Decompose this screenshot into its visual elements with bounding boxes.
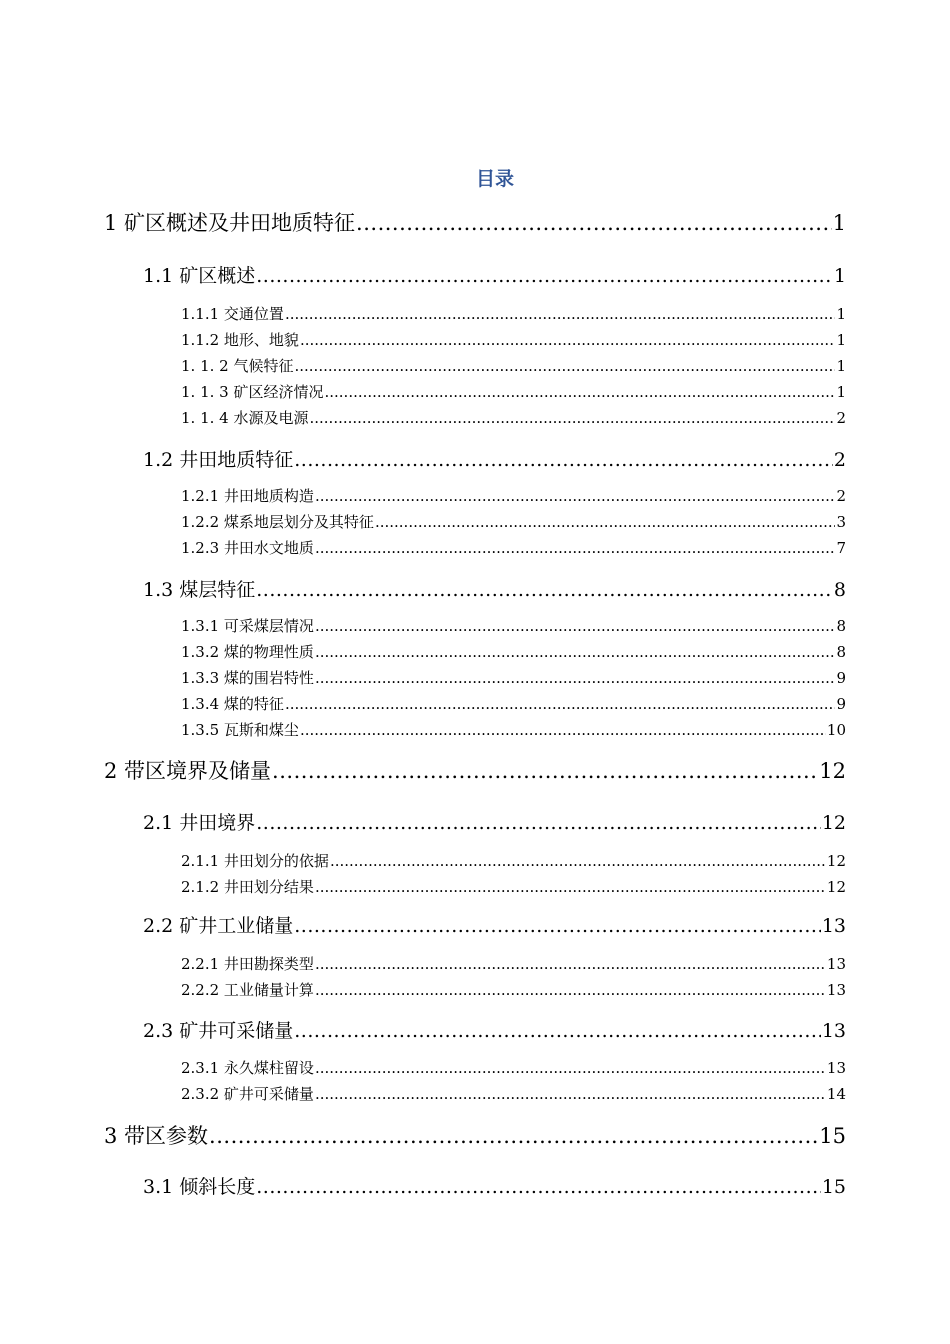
toc-entry[interactable] xyxy=(181,953,846,974)
toc-entry-label: 1.2.2 煤系地层划分及其特征 xyxy=(181,513,374,531)
toc-dot-leader xyxy=(209,1124,818,1148)
toc-page-number: 1 xyxy=(832,211,846,235)
toc-entry-label: 1.3.5 瓦斯和煤尘 xyxy=(181,721,299,739)
toc-entry[interactable] xyxy=(143,1016,846,1043)
toc-entry-label: 2.1 井田境界 xyxy=(143,812,256,834)
toc-dot-leader xyxy=(375,513,836,531)
toc-entry[interactable] xyxy=(143,1172,846,1199)
toc-entry-label: 2.1.2 井田划分结果 xyxy=(181,878,314,896)
toc-page-number: 14 xyxy=(826,1085,846,1103)
toc-entry-label: 1 矿区概述及井田地质特征 xyxy=(104,211,356,235)
toc-dot-leader xyxy=(315,643,836,661)
toc-entry-label: 1.1.1 交通位置 xyxy=(181,305,284,323)
toc-dot-leader xyxy=(315,617,836,635)
toc-page-number: 9 xyxy=(836,695,846,713)
toc-page-number: 7 xyxy=(836,539,846,557)
toc-entry-label: 1. 1. 2 气候特征 xyxy=(181,357,294,375)
toc-entry-label: 1.3.4 煤的特征 xyxy=(181,695,284,713)
toc-dot-leader xyxy=(315,1059,826,1077)
toc-page-number: 12 xyxy=(826,878,846,896)
toc-entry-label: 1.3.3 煤的围岩特性 xyxy=(181,669,314,687)
toc-entry-label: 1.2 井田地质特征 xyxy=(143,449,294,471)
toc-dot-leader xyxy=(300,331,836,349)
toc-page-number: 8 xyxy=(836,643,846,661)
toc-entry-label: 2.2 矿井工业储量 xyxy=(143,915,294,937)
toc-page-number: 13 xyxy=(826,955,846,973)
toc-entry-label: 1.3 煤层特征 xyxy=(143,579,256,601)
toc-dot-leader xyxy=(256,265,833,287)
toc-dot-leader xyxy=(272,759,818,783)
toc-entry-label: 1.2.1 井田地质构造 xyxy=(181,487,314,505)
toc-entry-label: 3.1 倾斜长度 xyxy=(143,1176,256,1198)
toc-entry-label: 2.1.1 井田划分的依据 xyxy=(181,852,329,870)
toc-page-number: 12 xyxy=(821,812,846,834)
toc-entry-label: 2.2.1 井田勘探类型 xyxy=(181,955,314,973)
toc-page-number: 1 xyxy=(833,265,846,287)
toc-entry[interactable] xyxy=(181,485,846,506)
toc-dot-leader xyxy=(356,211,832,235)
toc-dot-leader xyxy=(300,721,826,739)
toc-entry[interactable] xyxy=(181,537,846,558)
toc-page-number: 12 xyxy=(826,852,846,870)
toc-dot-leader xyxy=(315,955,826,973)
toc-page-number: 15 xyxy=(819,1124,846,1148)
toc-page-number: 1 xyxy=(836,331,846,349)
toc-dot-leader xyxy=(324,383,835,401)
toc-entry-label: 1.3.1 可采煤层情况 xyxy=(181,617,314,635)
toc-dot-leader xyxy=(294,357,835,375)
toc-entry-label: 1.3.2 煤的物理性质 xyxy=(181,643,314,661)
toc-dot-leader xyxy=(294,1020,821,1042)
toc-dot-leader xyxy=(294,915,821,937)
toc-entry[interactable] xyxy=(104,755,846,785)
toc-dot-leader xyxy=(294,449,833,471)
toc-entry[interactable] xyxy=(181,1057,846,1078)
toc-entry[interactable] xyxy=(181,876,846,897)
toc-entry[interactable] xyxy=(181,693,846,714)
toc-dot-leader xyxy=(256,1176,821,1198)
toc-entry[interactable] xyxy=(143,261,846,288)
toc-entry[interactable] xyxy=(181,850,846,871)
toc-dot-leader xyxy=(285,305,836,323)
toc-entry[interactable] xyxy=(181,407,846,428)
toc-entry-label: 1. 1. 3 矿区经济情况 xyxy=(181,383,324,401)
toc-dot-leader xyxy=(315,878,826,896)
toc-dot-leader xyxy=(315,669,836,687)
toc-entry-label: 1.1 矿区概述 xyxy=(143,265,256,287)
toc-entry[interactable] xyxy=(143,575,846,602)
toc-entry[interactable] xyxy=(181,667,846,688)
toc-dot-leader xyxy=(256,579,833,601)
toc-entry-label: 3 带区参数 xyxy=(104,1124,209,1148)
toc-page-number: 8 xyxy=(836,617,846,635)
toc-page-number: 13 xyxy=(826,1059,846,1077)
toc-entry[interactable] xyxy=(181,1083,846,1104)
toc-entry[interactable] xyxy=(104,1120,846,1150)
toc-entry[interactable] xyxy=(181,615,846,636)
toc-dot-leader xyxy=(256,812,821,834)
toc-dot-leader xyxy=(315,1085,826,1103)
toc-entry[interactable] xyxy=(181,511,846,532)
toc-entry[interactable] xyxy=(143,808,846,835)
toc-entry[interactable] xyxy=(181,329,846,350)
toc-entry[interactable] xyxy=(181,979,846,1000)
toc-page-number: 1 xyxy=(836,305,846,323)
toc-entry[interactable] xyxy=(143,445,846,472)
toc-page-number: 9 xyxy=(836,669,846,687)
toc-entry-label: 1.2.3 井田水文地质 xyxy=(181,539,314,557)
toc-page-number: 2 xyxy=(836,409,846,427)
toc-page-number: 13 xyxy=(821,915,846,937)
toc-page-number: 10 xyxy=(826,721,846,739)
toc-page-number: 8 xyxy=(833,579,846,601)
toc-page-number: 2 xyxy=(836,487,846,505)
toc-entry-label: 1.1.2 地形、地貌 xyxy=(181,331,299,349)
toc-entry-label: 2.2.2 工业储量计算 xyxy=(181,981,314,999)
toc-entry-label: 2 带区境界及储量 xyxy=(104,759,272,783)
toc-dot-leader xyxy=(315,487,836,505)
toc-entry-label: 1. 1. 4 水源及电源 xyxy=(181,409,309,427)
toc-page-number: 13 xyxy=(821,1020,846,1042)
toc-page-number: 12 xyxy=(819,759,846,783)
toc-entry[interactable] xyxy=(104,207,846,237)
toc-dot-leader xyxy=(315,539,836,557)
toc-entry[interactable] xyxy=(181,719,846,740)
toc-dot-leader xyxy=(285,695,836,713)
toc-page-number: 13 xyxy=(826,981,846,999)
toc-entry-label: 2.3 矿井可采储量 xyxy=(143,1020,294,1042)
toc-title: 目录 xyxy=(475,168,514,190)
toc-dot-leader xyxy=(309,409,835,427)
toc-page-number: 2 xyxy=(833,449,846,471)
toc-entry[interactable] xyxy=(181,641,846,662)
toc-dot-leader xyxy=(330,852,826,870)
toc-entry[interactable] xyxy=(181,303,846,324)
toc-page-number: 15 xyxy=(821,1176,846,1198)
toc-page-number: 3 xyxy=(836,513,846,531)
toc-page-number: 1 xyxy=(836,383,846,401)
toc-entry[interactable] xyxy=(181,381,846,402)
toc-entry[interactable] xyxy=(143,911,846,938)
toc-entry[interactable] xyxy=(181,355,846,376)
toc-dot-leader xyxy=(315,981,826,999)
toc-page-number: 1 xyxy=(836,357,846,375)
toc-entry-label: 2.3.2 矿井可采储量 xyxy=(181,1085,314,1103)
toc-entry-label: 2.3.1 永久煤柱留设 xyxy=(181,1059,314,1077)
